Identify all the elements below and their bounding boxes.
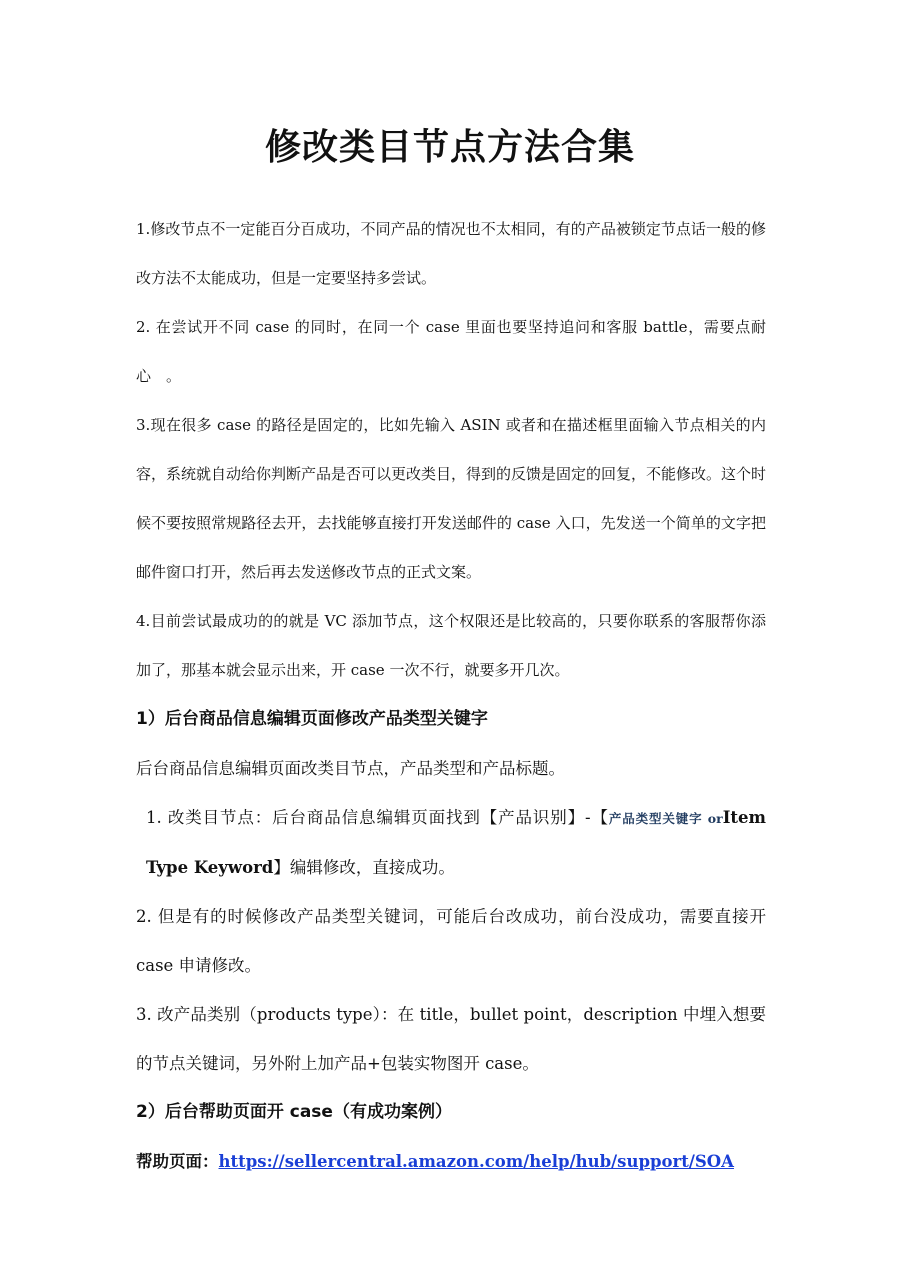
section-1-lead: 后台商品信息编辑页面改类目节点，产品类型和产品标题。 — [136, 759, 565, 778]
section-2-heading: 2）后台帮助页面开 case（有成功案例） — [136, 1102, 452, 1122]
document-body — [136, 205, 766, 1186]
item-1-suffix: 】编辑修改，直接成功。 — [273, 858, 455, 877]
item-1-highlight: 产品类型关键字 or — [608, 811, 723, 826]
intro-paragraph-3: 3.现在很多 case 的路径是固定的，比如先输入 ASIN 或者和在描述框里面输入节点相关的内容，系统就自动给你判断产品是否可以更改类目，得到的反馈是固定的回复，不能修改。这个时候不要按照常规路径去开，去找能够直接打开发送邮件的 case 入口，先发送一个简单的文字把邮件窗口打开，然后再去发送修改节点的正式文案。 — [136, 416, 767, 581]
intro-paragraph-2: 2. 在尝试开不同 case 的同时，在同一个 case 里面也要坚持追问和客服 battle，需要点耐心 。 — [136, 318, 766, 385]
help-page-link[interactable]: https://sellercentral.amazon.com/help/hub/support/SOA — [218, 1152, 734, 1171]
section-1-heading: 1）后台商品信息编辑页面修改产品类型关键字 — [136, 709, 488, 729]
section-1-item-3: 3. 改产品类别（products type）：在 title，bullet point，description 中埋入想要的节点关键词，另外附上加产品+包装实物图开 case。 — [136, 1005, 766, 1073]
section-1-item-1 — [136, 793, 766, 892]
help-page-line — [136, 1137, 766, 1186]
page-title: 修改类目节点方法合集 — [264, 127, 635, 168]
intro-paragraph-4: 4.目前尝试最成功的的就是 VC 添加节点，这个权限还是比较高的，只要你联系的客服帮你添加了，那基本就会显示出来，开 case 一次不行，就要多开几次。 — [136, 612, 766, 679]
section-1-item-2: 2. 但是有的时候修改产品类型关键词，可能后台改成功，前台没成功，需要直接开 case 申请修改。 — [136, 907, 766, 975]
intro-paragraph-1: 1.修改节点不一定能百分百成功，不同产品的情况也不太相同，有的产品被锁定节点话一般的修改方法不太能成功，但是一定要坚持多尝试。 — [136, 220, 766, 287]
item-1-bold-tail: Item Type Keyword — [146, 808, 766, 877]
help-page-label: 帮助页面： — [136, 1152, 219, 1171]
item-1-prefix: 1. 改类目节点：后台商品信息编辑页面找到【产品识别】-【 — [146, 808, 609, 827]
